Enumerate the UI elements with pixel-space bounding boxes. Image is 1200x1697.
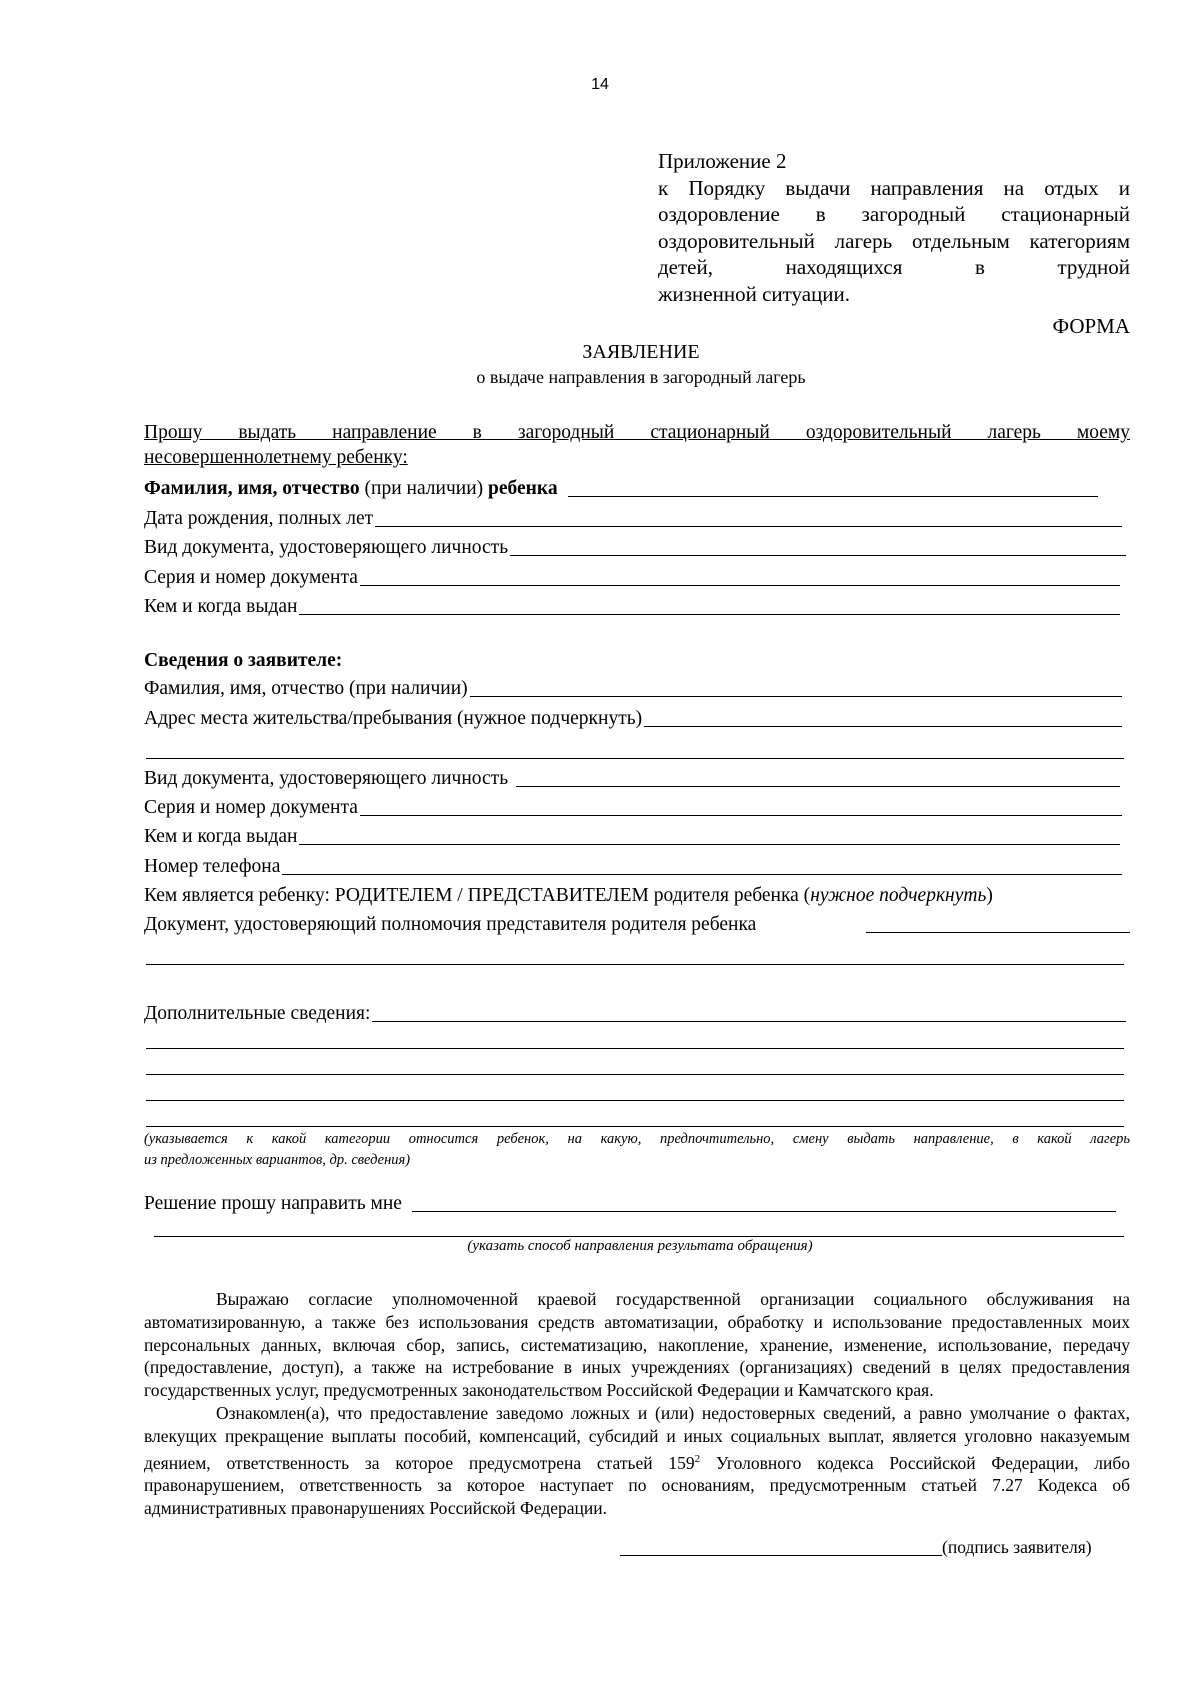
consent-paragraph-2-text: Ознакомлен(а), что предоставление заведомо ложных и (или) недостоверных сведений, а равно умолчание о фактах, влекущих прекращение выплаты пособий, компенсаций, субсидий и иных социальных выплат, является уголовно наказуемым деянием, ответственность за которое предусмотрена статьей 159 (144, 1402, 1130, 1473)
applicant-address-label: Адрес места жительства/пребывания (нужное подчеркнуть) (144, 708, 643, 729)
additional-info-line-3[interactable] (146, 1074, 1124, 1075)
child-fio-label-normal: (при наличии) (359, 478, 488, 499)
applicant-phone-label: Номер телефона (144, 856, 281, 877)
applicant-address-line-2[interactable] (146, 758, 1124, 759)
child-birth-field[interactable] (144, 508, 1122, 530)
applicant-fio-label: Фамилия, имя, отчество (при наличии) (144, 678, 468, 699)
applicant-doc-number-label: Серия и номер документа (144, 797, 358, 818)
additional-info-line-5[interactable] (146, 1126, 1124, 1127)
forma-label: ФОРМА (1052, 314, 1130, 338)
decision-field[interactable] (144, 1193, 1116, 1215)
applicant-fio-line[interactable] (470, 696, 1122, 697)
additional-info-note-line-1: (указывается к какой категории относится ребенок, на какую, предпочтительно, смену выдать направление, в какой лагерь (144, 1131, 1130, 1147)
request-text (144, 420, 1130, 470)
child-fio-label-bold: Фамилия, имя, отчество (144, 478, 360, 499)
document-subtitle: о выдаче направления в загородный лагерь (476, 367, 806, 387)
applicant-doc-type-label: Вид документа, удостоверяющего личность (144, 768, 509, 789)
child-fio-label-child: ребенка (488, 478, 558, 499)
document-title: ЗАЯВЛЕНИЕ (582, 341, 700, 363)
consent-paragraph-2-sup: 2 (694, 1452, 701, 1465)
applicant-authority-line-2[interactable] (146, 964, 1124, 965)
child-birth-line[interactable] (375, 526, 1122, 527)
decision-line[interactable] (412, 1211, 1116, 1212)
decision-line-2[interactable] (154, 1236, 1124, 1237)
applicant-relation-label: Кем является ребенку: РОДИТЕЛЕМ / ПРЕДСТАВИТЕЛЕМ родителя ребенка ( (144, 885, 811, 906)
signature-line[interactable] (620, 1555, 942, 1556)
decision-hint: (указать способ направления результата обращения) (467, 1238, 813, 1254)
additional-info-line-2[interactable] (146, 1048, 1124, 1049)
applicant-fio-field[interactable] (144, 678, 1122, 700)
additional-info-note-line-2: из предложенных вариантов, др. сведения) (144, 1152, 411, 1168)
child-issued-line[interactable] (299, 614, 1120, 615)
appendix-body-text: к Порядку выдачи направления на отдых и оздоровление в загородный стационарный оздоровительный лагерь отдельным категориям детей, находящихся в трудной (658, 175, 1130, 279)
appendix-heading: Приложение 2 (658, 149, 787, 173)
request-line-1: Прошу выдать направление в загородный стационарный оздоровительный лагерь моему (144, 422, 1130, 443)
child-birth-label: Дата рождения, полных лет (144, 508, 374, 529)
applicant-doc-number-field[interactable] (144, 797, 1122, 819)
appendix-body (658, 175, 1130, 281)
child-doc-number-field[interactable] (144, 567, 1120, 589)
additional-info-label: Дополнительные сведения: (144, 1003, 371, 1024)
request-line-2: несовершеннолетнему ребенку: (144, 447, 408, 468)
signature-field[interactable] (620, 1537, 1092, 1558)
child-fio-line[interactable] (568, 496, 1098, 497)
applicant-relation-close: ) (986, 885, 993, 906)
applicant-doc-type-field[interactable] (144, 768, 1120, 790)
applicant-doc-number-line[interactable] (360, 815, 1122, 816)
applicant-authority-field[interactable] (144, 914, 1130, 936)
additional-info-note (144, 1129, 1130, 1171)
child-issued-field[interactable] (144, 596, 1120, 618)
consent-paragraph-2-end: Уголовного кодекса Российской Федерации, либо правонарушением, ответственность за которое наступает по основаниям, предусмотренным статьей 7.27 Кодекса об административных правонарушениях Российской Федерации. (144, 1452, 1130, 1518)
additional-info-field[interactable] (144, 1003, 1126, 1025)
page-number: 14 (591, 76, 609, 93)
applicant-phone-line[interactable] (282, 874, 1122, 875)
signature-label: (подпись заявителя) (942, 1537, 1092, 1557)
child-doc-number-line[interactable] (360, 585, 1120, 586)
decision-label: Решение прошу направить мне (144, 1193, 402, 1214)
applicant-authority-line[interactable] (866, 932, 1130, 933)
child-doc-number-label: Серия и номер документа (144, 567, 358, 588)
applicant-relation-field[interactable] (144, 885, 1130, 907)
applicant-authority-label: Документ, удостоверяющий полномочия представителя родителя ребенка (144, 914, 757, 935)
applicant-phone-field[interactable] (144, 856, 1122, 878)
additional-info-line[interactable] (372, 1021, 1126, 1022)
applicant-address-field[interactable] (144, 708, 1122, 730)
child-fio-field[interactable] (144, 478, 1098, 500)
child-issued-label: Кем и когда выдан (144, 596, 298, 617)
consent-text (144, 1288, 1130, 1520)
applicant-address-line[interactable] (644, 726, 1122, 727)
child-doc-type-line[interactable] (510, 555, 1126, 556)
applicant-issued-field[interactable] (144, 826, 1120, 848)
applicant-issued-line[interactable] (299, 844, 1120, 845)
child-doc-type-field[interactable] (144, 537, 1126, 559)
appendix-block (658, 148, 1130, 307)
additional-info-line-4[interactable] (146, 1100, 1124, 1101)
applicant-relation-hint: нужное подчеркнуть (810, 885, 987, 906)
applicant-heading: Сведения о заявителе: (144, 650, 343, 671)
appendix-body-last: жизненной ситуации. (658, 281, 851, 306)
child-doc-type-label: Вид документа, удостоверяющего личность (144, 537, 509, 558)
applicant-issued-label: Кем и когда выдан (144, 826, 298, 847)
applicant-doc-type-line[interactable] (516, 786, 1120, 787)
consent-paragraph-1: Выражаю согласие уполномоченной краевой государственной организации социального обслуживания на автоматизированную, а также без использования средств автоматизации, обработку и использование предоставленных моих персональных данных, включая сбор, запись, систематизацию, накопление, хранение, изменение, использование, передачу (предоставление, доступ), а также на истребование в иных учреждениях (организациях) сведений в целях предоставления государственных услуг, предусмотренных законодательством Российской Федерации и Камчатского края. (144, 1289, 1130, 1401)
consent-paragraph-2 (144, 1402, 1130, 1520)
